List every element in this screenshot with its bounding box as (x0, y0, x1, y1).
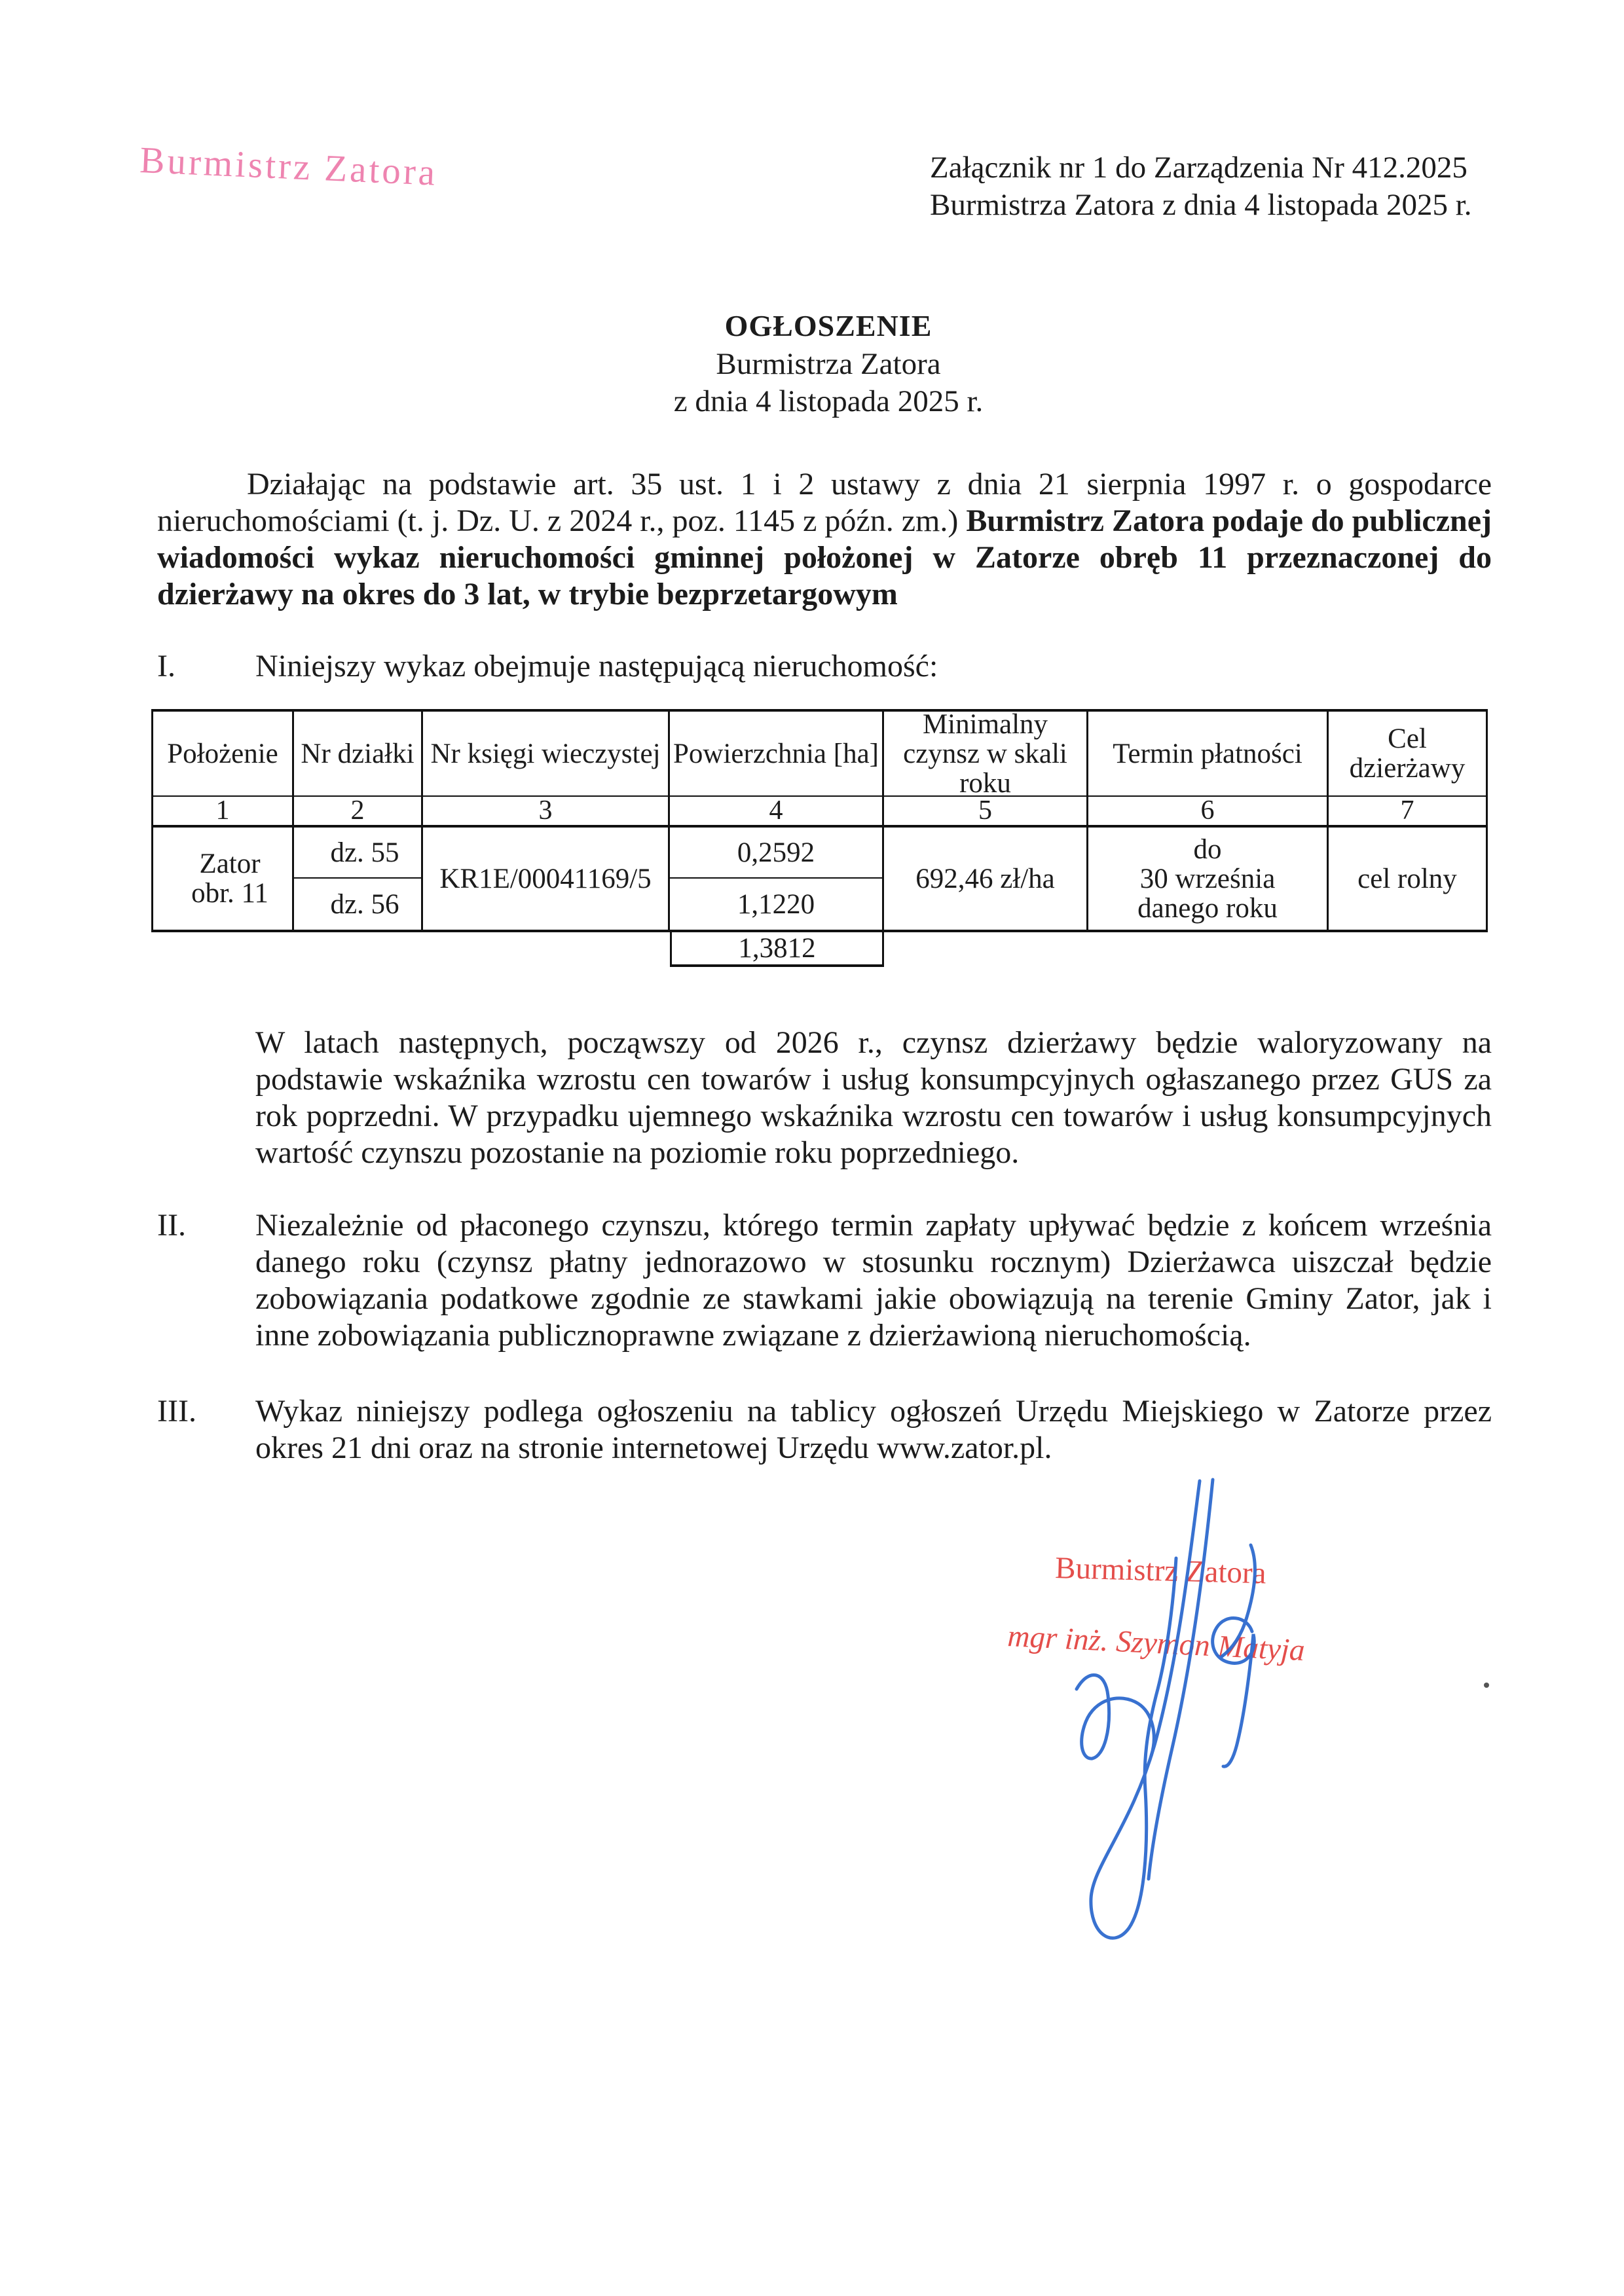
signature-stamp-title: Burmistrz Zatora (1054, 1550, 1267, 1591)
signature-stamp-name: mgr inż. Szymon Matyja (1006, 1618, 1306, 1668)
table-colnum-5: 5 (884, 797, 1088, 828)
table-cell-plot-56: dz. 56 (294, 879, 423, 932)
stray-ink-dot (1484, 1683, 1489, 1688)
payment-term-line-1: do (1193, 833, 1222, 865)
table-header-area: Powierzchnia [ha] (670, 709, 884, 797)
table-cell-area-total: 1,3812 (670, 932, 884, 967)
pink-office-stamp: Burmistrz Zatora (139, 139, 439, 194)
document-title-date: z dnia 4 listopada 2025 r. (673, 384, 984, 418)
intro-announcement-bold: Burmistrz Zatora podaje do publicznej wiadomości wykaz nieruchomości gminnej położonej w Zatorze obręb 11 przeznaczonej do dzierżawy na okres do 3 lat, w trybie bezprzetargowym (157, 503, 1492, 611)
table-cell-land-register: KR1E/00041169/5 (423, 828, 670, 932)
document-title-block (380, 306, 1277, 420)
payment-term-line-2: 30 września (1139, 863, 1276, 894)
table-colnum-4: 4 (670, 797, 884, 828)
payment-term-line-3: danego roku (1137, 892, 1278, 924)
annex-reference-block (930, 149, 1472, 224)
section-1-text: Niniejszy wykaz obejmuje następującą nieruchomość: (255, 649, 938, 683)
table-header-minimum-rent: Minimalny czynsz w skali roku (884, 709, 1088, 797)
section-2-numeral: II. (157, 1208, 186, 1243)
section-item-2 (157, 1207, 1492, 1354)
section-3-numeral: III. (157, 1394, 196, 1429)
table-cell-rent: 692,46 zł/ha (884, 828, 1088, 932)
section-3-text: Wykaz niniejszy podlega ogłoszeniu na tablicy ogłoszeń Urzędu Miejskiego w Zatorze przez okres 21 dni oraz na stronie internetowej Urzędu www.zator.pl. (255, 1394, 1492, 1465)
table-cell-purpose: cel rolny (1329, 828, 1488, 932)
table-header-payment-term: Termin płatności (1088, 709, 1329, 797)
intro-legal-basis: Działając na podstawie art. 35 ust. 1 i 2 ustawy z dnia 21 sierpnia 1997 r. o gospodarce nieruchomościami (t. j. Dz. U. z 2024 r., poz. 1145 z późn. zm.) (157, 467, 1492, 538)
document-title-issuer: Burmistrza Zatora (716, 347, 941, 381)
indexation-paragraph: W latach następnych, począwszy od 2026 r., czynsz dzierżawy będzie waloryzowany na podstawie wskaźnika wzrostu cen towarów i usług konsumpcyjnych ogłaszanego przez GUS za rok poprzedni. W przypadku ujemnego wskaźnika wzrostu cen towarów i usług konsumpcyjnych wartość czynszu pozostanie na poziomie roku poprzedniego. (255, 1025, 1492, 1170)
table-cell-plot-55: dz. 55 (294, 828, 423, 879)
table-cell-location (151, 828, 294, 932)
table-colnum-7: 7 (1329, 797, 1488, 828)
document-title: OGŁOSZENIE (724, 309, 932, 342)
table-cell-area-2: 1,1220 (670, 879, 884, 932)
annex-line-2: Burmistrza Zatora z dnia 4 listopada 2025 r. (930, 188, 1472, 222)
table-colnum-1: 1 (151, 797, 294, 828)
table-cell-area-1: 0,2592 (670, 828, 884, 879)
section-item-3 (157, 1393, 1492, 1467)
section-item-1 (157, 648, 1492, 685)
property-table (151, 709, 1488, 967)
intro-paragraph (157, 466, 1492, 613)
section-1-numeral: I. (157, 649, 175, 683)
location-line-1: Zator (199, 848, 261, 879)
table-cell-payment-term (1088, 828, 1329, 932)
table-colnum-2: 2 (294, 797, 423, 828)
table-header-purpose: Cel dzierżawy (1329, 709, 1488, 797)
table-header-land-register: Nr księgi wieczystej (423, 709, 670, 797)
location-line-2: obr. 11 (191, 878, 268, 909)
section-2-text: Niezależnie od płaconego czynszu, którego termin zapłaty upływać będzie z końcem września danego roku (czynsz płatny jednorazowo w stosunku rocznym) Dzierżawca uiszczał będzie zobowiązania podatkowe zgodnie ze stawkami jakie obowiązują na terenie Gminy Zator, jak i inne zobowiązania publicznoprawne związane z dzierżawioną nieruchomością. (255, 1208, 1492, 1353)
table-colnum-3: 3 (423, 797, 670, 828)
annex-line-1: Załącznik nr 1 do Zarządzenia Nr 412.2025 (930, 151, 1467, 185)
signature-ink (1022, 1460, 1388, 1958)
table-header-plot-number: Nr działki (294, 709, 423, 797)
table-colnum-6: 6 (1088, 797, 1329, 828)
table-header-location: Położenie (151, 709, 294, 797)
